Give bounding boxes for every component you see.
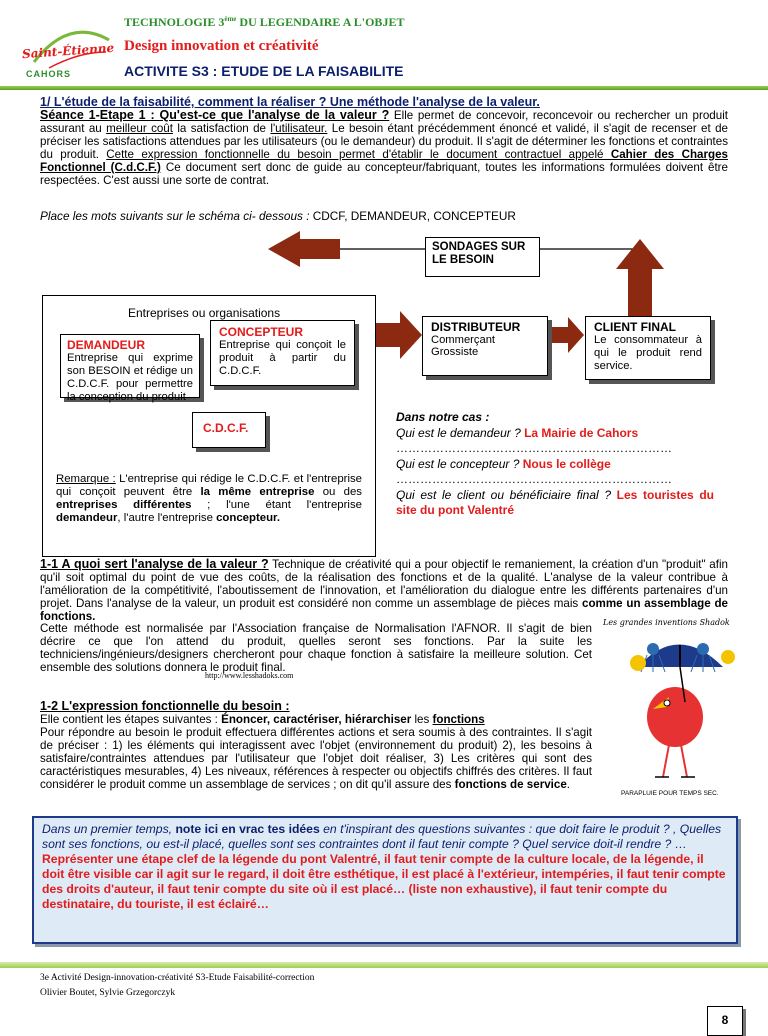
illustration-caption-top: Les grandes inventions Shadok (603, 618, 730, 627)
case-q3: Qui est le client ou bénéficiaire final ? Les touristes du site du pont Valentré (396, 487, 714, 517)
sondages-box: SONDAGES SUR LE BESOIN (425, 237, 540, 277)
case-title: Dans notre cas : (396, 410, 490, 424)
section12-paragraph: Pour répondre au besoin le produit effectuera différentes actions et sera soumis à des contraintes. Il s'agit de préciser : 1) les éléments qui interagissent avec l'objet (environnement du produit) 2), les besoins à satisfaire/contraintes attendues par l'utilisateur que l'objet doit réaliser, 3) Les critères qui sont des caractéristiques mesurables, 4) Les niveaux, références à respecter ou objectifs chiffrés des critères. Il faut considérer le produit comme un assemblage de services ; on dit qu'il assure des fonctions de service. (40, 726, 592, 791)
footer-rule (0, 962, 768, 968)
demandeur-title: DEMANDEUR (67, 338, 145, 352)
organisations-title: Entreprises ou organisations (128, 306, 281, 320)
logo-text: Saint-Étienne (21, 40, 115, 62)
section1-paragraph: Séance 1-Etape 1 : Qu'est-ce que l'analyse de la valeur ? Elle permet de concevoir, reconcevoir ou rechercher un produit assurant au meilleur coût la satisfaction de l'utilisateur. Le besoin étant précédemment énoncé et validé, il s'agit de recenser et de préciser les satisfactions attendues par les utilisateurs (ou le demandeur) du produit. Il s'agit de déterminer les fonctions et contraintes du produit. Cette expression fonctionnelle du besoin permet d'établir le document contractuel appelé Cahier des Charges Fonctionnel (C.d.C.F.) Ce document sert donc de guide au concepteur/fabriquant, toutes les informations formulées doivent être respectées. C'est aussi une sorte de contrat. (40, 108, 728, 187)
distributeur-box: DISTRIBUTEUR Commerçant Grossiste (422, 316, 548, 376)
instruction-text: Place les mots suivants sur le schéma ci- dessous : CDCF, DEMANDEUR, CONCEPTEUR (40, 209, 516, 223)
task-answer: Représenter une étape clef de la légende du pont Valentré, il faut tenir compte de la culture locale, de la légende, il doit être visible car il agit sur le regard, il doit être esthétique, il est placé à l'extérieur, intempéries, il faut tenir compte des droits d'auteur, il faut tenir compte du site où il est placé… (liste non exhaustive), il faut tenir compte du destinataire, du touriste, il est éclairé… (42, 852, 726, 911)
source-link[interactable]: http://www.lesshadoks.com (205, 671, 294, 680)
demandeur-text: Entreprise qui exprime son BESOIN et rédige un C.D.C.F. pour permettre la conception du produit (67, 352, 193, 403)
concepteur-text: Entreprise qui conçoit le produit à partir du C.D.C.F. (219, 339, 346, 377)
task-prompt: Dans un premier temps, note ici en vrac tes idées en t'inspirant des questions suivantes : que doit faire le produit ? , Quelles sont ses fonctions, ou est-il placé, quelles sont ses contraintes dont il faut tenir compte ? Quel service doit-il rendre ? … (42, 822, 722, 851)
feedback-arrow-up (616, 239, 664, 317)
task-box[interactable] (32, 816, 738, 944)
footer-line1: 3e Activité Design-innovation-créativité S3-Etude Faisabilité-correction (40, 973, 315, 983)
section11-paragraph-bottom: Cette méthode est normalisée par l'Association française de Normalisation l'AFNOR. Il s'agit de bien décrire ce que l'on attend du produit, quelles seront ses fonctions. Par la suite les techniciens/ingénieurs/designers chercheront pour chaque fonction à satisfaire la meilleure solution. Cet ensemble des solutions donnera le produit final. (40, 622, 592, 674)
case-block: Dans notre cas : Qui est le demandeur ? La Mairie de Cahors …………………………………………………………… Qui est le concepteur ? Nous le collège …………………………………………………………… Qui est le client ou bénéficiaire final ? Les touristes du site du pont Valentré (396, 410, 714, 517)
flow-arrow-2 (548, 317, 584, 353)
distributeur-title: DISTRIBUTEUR (431, 320, 521, 334)
section1-title: 1/ L'étude de la faisabilité, comment la réaliser ? Une méthode l'analyse de la valeur. (40, 95, 540, 109)
page-number: 8 (707, 1006, 743, 1036)
concepteur-box (210, 320, 355, 386)
flow-arrow-1 (376, 311, 422, 359)
umbrella-shower-icon (603, 627, 753, 787)
header-rule (0, 86, 768, 90)
client-text: Le consommateur à qui le produit rend service. (594, 334, 702, 372)
cdcf-box: C.D.C.F. (192, 412, 266, 448)
subject-title: Design innovation et créativité (124, 38, 319, 54)
shadok-illustration (603, 618, 753, 800)
section12-title: 1-2 L'expression fonctionnelle du besoin : (40, 699, 290, 713)
concepteur-title: CONCEPTEUR (219, 325, 304, 339)
client-title: CLIENT FINAL (594, 320, 676, 334)
demandeur-box (60, 334, 200, 403)
activity-title: ACTIVITE S3 : ETUDE DE LA FAISABILITE (124, 63, 404, 79)
footer-line2: Olivier Boutet, Sylvie Grzegorczyk (40, 988, 176, 998)
feedback-arrow-left (268, 231, 340, 267)
section11-paragraph-top: 1-1 A quoi sert l'analyse de la valeur ? Technique de créativité qui a pour objectif le remaniement, la création d'un "produit" afin qu'il soit optimal du point de vue des coûts, de la réalisation des fonctions et de la qualité. L'analyse de la valeur contribue à l'amélioration de la compétitivité, l'aboutissement de l'innovation, et l'amélioration du dialogue entre les différents partenaires d'un projet. Dans l'analyse de la valeur, un produit est considéré non comme un assemblage de pièces mais comme un assemblage de fonctions. (40, 558, 728, 623)
illustration-caption-bottom: PARAPLUIE POUR TEMPS SEC. (621, 790, 719, 797)
logo-city: CAHORS (26, 69, 72, 79)
client-box (585, 316, 711, 380)
remarque-text: Remarque : L'entreprise qui rédige le C.D.C.F. et l'entreprise qui conçoit peuvent être la même entreprise ou des entreprises différentes ; l'une étant l'entreprise demandeur, l'autre l'entreprise concepteur. (56, 473, 363, 524)
case-q2: Qui est le concepteur ? Nous le collège (396, 456, 611, 471)
course-title: TECHNOLOGIE 3ème DU LEGENDAIRE A L'OBJET (124, 15, 405, 29)
section12-intro: Elle contient les étapes suivantes : Énoncer, caractériser, hiérarchiser les fonctions (40, 713, 485, 726)
case-q1: Qui est le demandeur ? La Mairie de Cahors (396, 425, 639, 440)
